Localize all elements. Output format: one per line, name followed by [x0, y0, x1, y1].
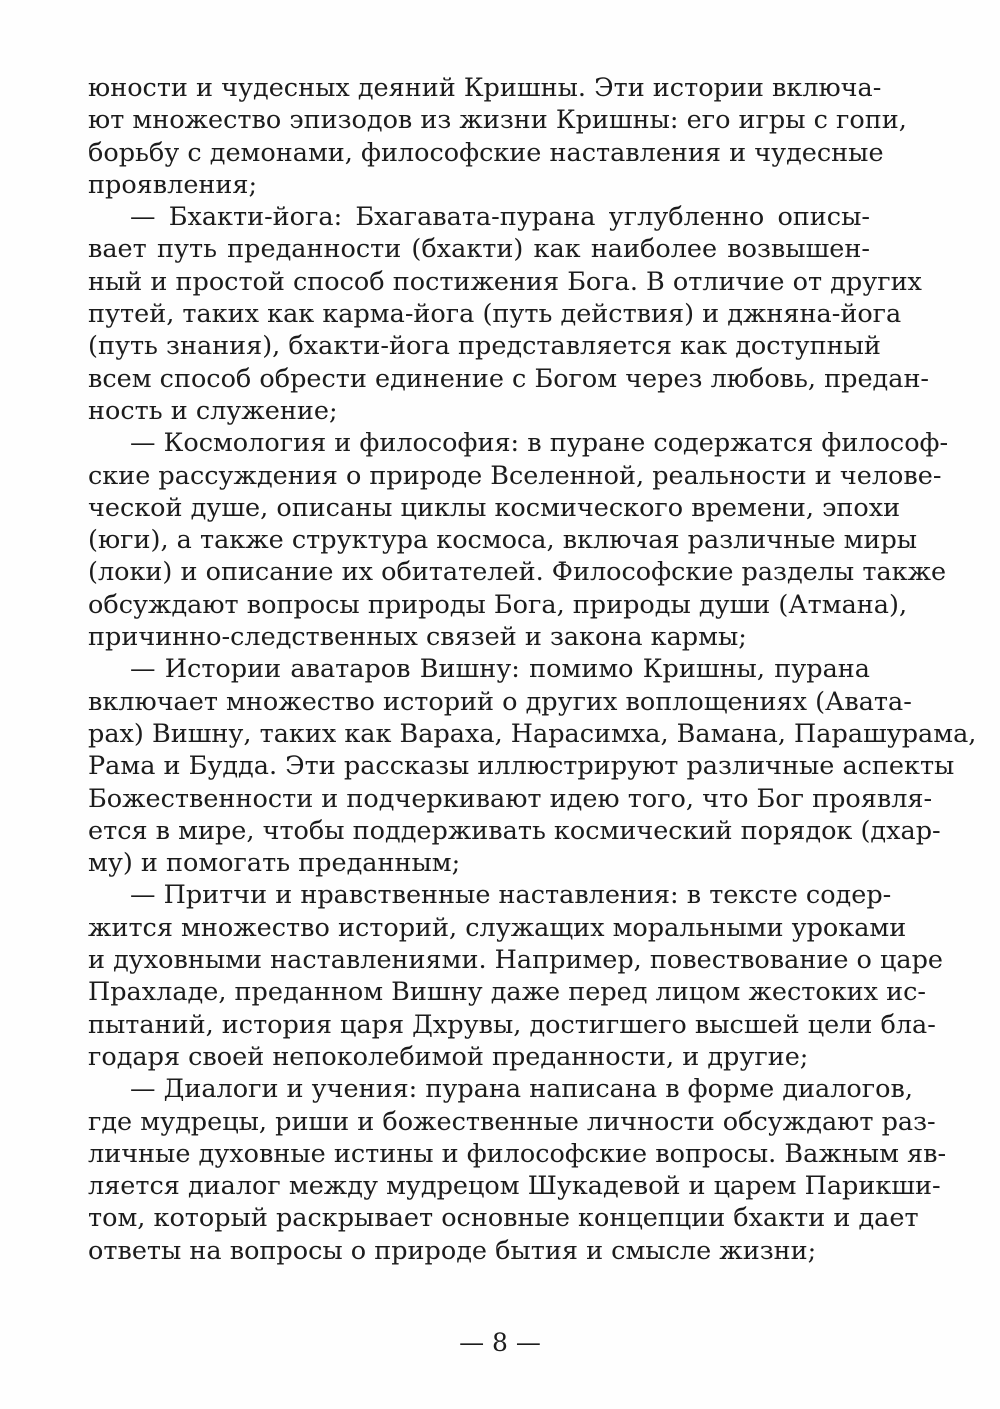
text-line: рах) Вишну, таких как Вараха, Нарасимха, Вамана, Парашурама, — [88, 718, 977, 749]
text-line: — Диалоги и учения: пурана написана в форме диалогов, — [130, 1074, 913, 1105]
text-line: (юги), а также структура космоса, включая различные миры — [88, 525, 918, 556]
text-line: путей, таких как карма-йога (путь действия) и джняна-йога — [88, 299, 902, 330]
text-line: и духовными наставлениями. Например, повествование о царе — [88, 945, 944, 976]
text-line: — Истории аватаров Вишну: помимо Кришны, пурана — [130, 654, 870, 685]
text-line: Божественности и подчеркивают идею того, что Бог проявля- — [88, 783, 933, 814]
text-line: борьбу с демонами, философские наставления и чудесные — [88, 137, 884, 168]
text-line: вает путь преданности (бхакти) как наиболее возвышен- — [88, 234, 870, 265]
text-line: годаря своей непоколебимой преданности, и другие; — [88, 1041, 809, 1072]
text-line: ответы на вопросы о природе бытия и смысле жизни; — [88, 1235, 817, 1266]
body-text — [88, 72, 977, 1267]
text-line: проявления; — [88, 169, 258, 200]
text-line: причинно-следственных связей и закона кармы; — [88, 622, 747, 653]
text-line: пытаний, история царя Дхрувы, достигшего высшей цели бла- — [88, 1009, 936, 1040]
text-line: ный и простой способ постижения Бога. В отличие от других — [88, 266, 922, 297]
text-line: ческой душе, описаны циклы космического времени, эпохи — [88, 492, 901, 523]
text-line: ется в мире, чтобы поддерживать космический порядок (дхар- — [88, 815, 941, 846]
text-line: ские рассуждения о природе Вселенной, реальности и челове- — [88, 460, 942, 491]
text-line: где мудрецы, риши и божественные личности обсуждают раз- — [88, 1106, 936, 1137]
text-line: — Притчи и нравственные наставления: в тексте содер- — [130, 880, 892, 911]
text-line: всем способ обрести единение с Богом через любовь, предан- — [88, 363, 930, 394]
text-line: том, который раскрывает основные концепции бхакти и дает — [88, 1203, 919, 1234]
text-line: юности и чудесных деяний Кришны. Эти истории включа- — [88, 73, 882, 103]
text-line: (локи) и описание их обитателей. Философские разделы также — [88, 557, 947, 588]
text-line: — Космология и философия: в пуране содержатся философ- — [130, 428, 949, 459]
text-line: (путь знания), бхакти-йога представляется как доступный — [88, 331, 881, 362]
text-line: обсуждают вопросы природы Бога, природы души (Атмана), — [88, 589, 908, 620]
text-line: ют множество эпизодов из жизни Кришны: его игры с гопи, — [88, 105, 907, 136]
page-number: — 8 — — [459, 1328, 541, 1357]
text-line: ляется диалог между мудрецом Шукадевой и царем Парикши- — [88, 1171, 941, 1202]
text-line: му) и помогать преданным; — [88, 848, 461, 879]
text-line: Прахладе, преданном Вишну даже перед лицом жестоких ис- — [88, 977, 927, 1008]
text-line: личные духовные истины и философские вопросы. Важным яв- — [88, 1138, 947, 1169]
text-line: жится множество историй, служащих моральными уроками — [88, 912, 907, 943]
text-line: — Бхакти-йога: Бхагавата-пурана углубленно описы- — [130, 202, 870, 233]
text-line: ность и служение; — [88, 395, 338, 426]
text-line: включает множество историй о других воплощениях (Авата- — [88, 686, 912, 717]
text-line: Рама и Будда. Эти рассказы иллюстрируют различные аспекты — [88, 751, 955, 782]
